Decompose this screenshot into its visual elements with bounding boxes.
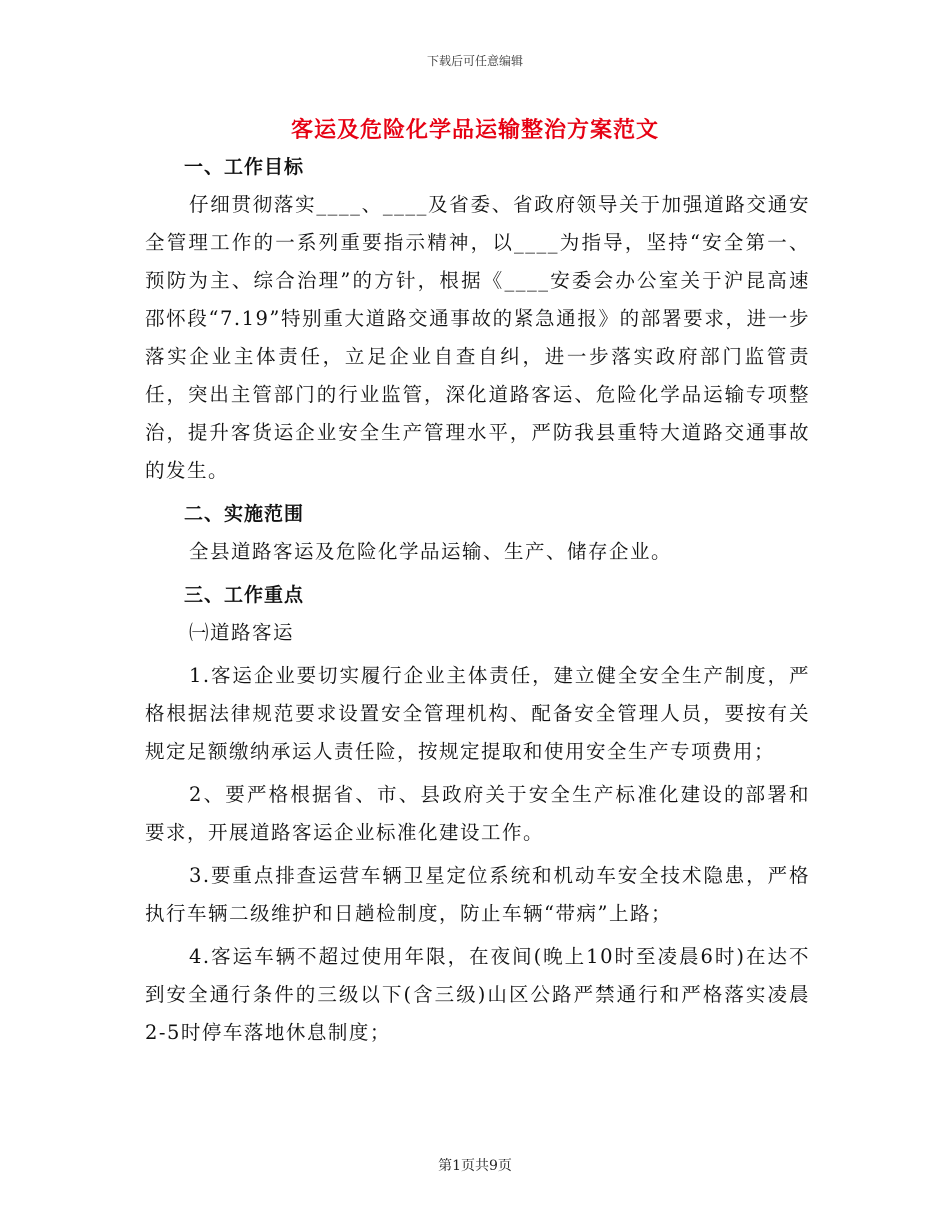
- section-heading: 一、工作目标: [184, 156, 305, 178]
- subsection-heading: ㈠道路客运: [189, 621, 295, 644]
- body-paragraph: 1.客运企业要切实履行企业主体责任，建立健全安全生产制度，严格根据法律规范要求设置安全管理机构、配备安全管理人员，要按有关规定足额缴纳承运人责任险，按规定提取和使用安全生产专项费用；: [145, 664, 810, 763]
- section-heading: 二、实施范围: [184, 503, 305, 525]
- document-body: [145, 148, 810, 1052]
- body-paragraph: 3.要重点排查运营车辆卫星定位系统和机动车安全技术隐患，严格执行车辆二级维护和日趟检制度，防止车辆“带病”上路；: [145, 864, 810, 925]
- page-footer: 第1页共9页: [438, 1158, 512, 1174]
- body-paragraph: 全县道路客运及危险化学品运输、生产、储存企业。: [189, 540, 673, 563]
- body-paragraph: 2、要严格根据省、市、县政府关于安全生产标准化建设的部署和要求，开展道路客运企业标准化建设工作。: [145, 783, 810, 844]
- header-note: 下载后可任意编辑: [426, 54, 523, 68]
- body-paragraph: 仔细贯彻落实____、____及省委、省政府领导关于加强道路交通安全管理工作的一系列重要指示精神，以____为指导，坚持“安全第一、预防为主、综合治理”的方针，根据《____安委会办公室关于沪昆高速邵怀段“7.19”特别重大道路交通事故的紧急通报》的部署要求，进一步落实企业主体责任，立足企业自查自纠，进一步落实政府部门监管责任，突出主管部门的行业监管，深化道路客运、危险化学品运输专项整治，提升客货运企业安全生产管理水平，严防我县重特大道路交通事故的发生。: [145, 193, 810, 482]
- body-paragraph: 4.客运车辆不超过使用年限，在夜间(晚上10时至凌晨6时)在达不到安全通行条件的三级以下(含三级)山区公路严禁通行和严格落实凌晨2-5时停车落地休息制度；: [145, 945, 810, 1044]
- section-heading: 三、工作重点: [184, 584, 305, 606]
- document-title: 客运及危险化学品运输整治方案范文: [290, 117, 659, 143]
